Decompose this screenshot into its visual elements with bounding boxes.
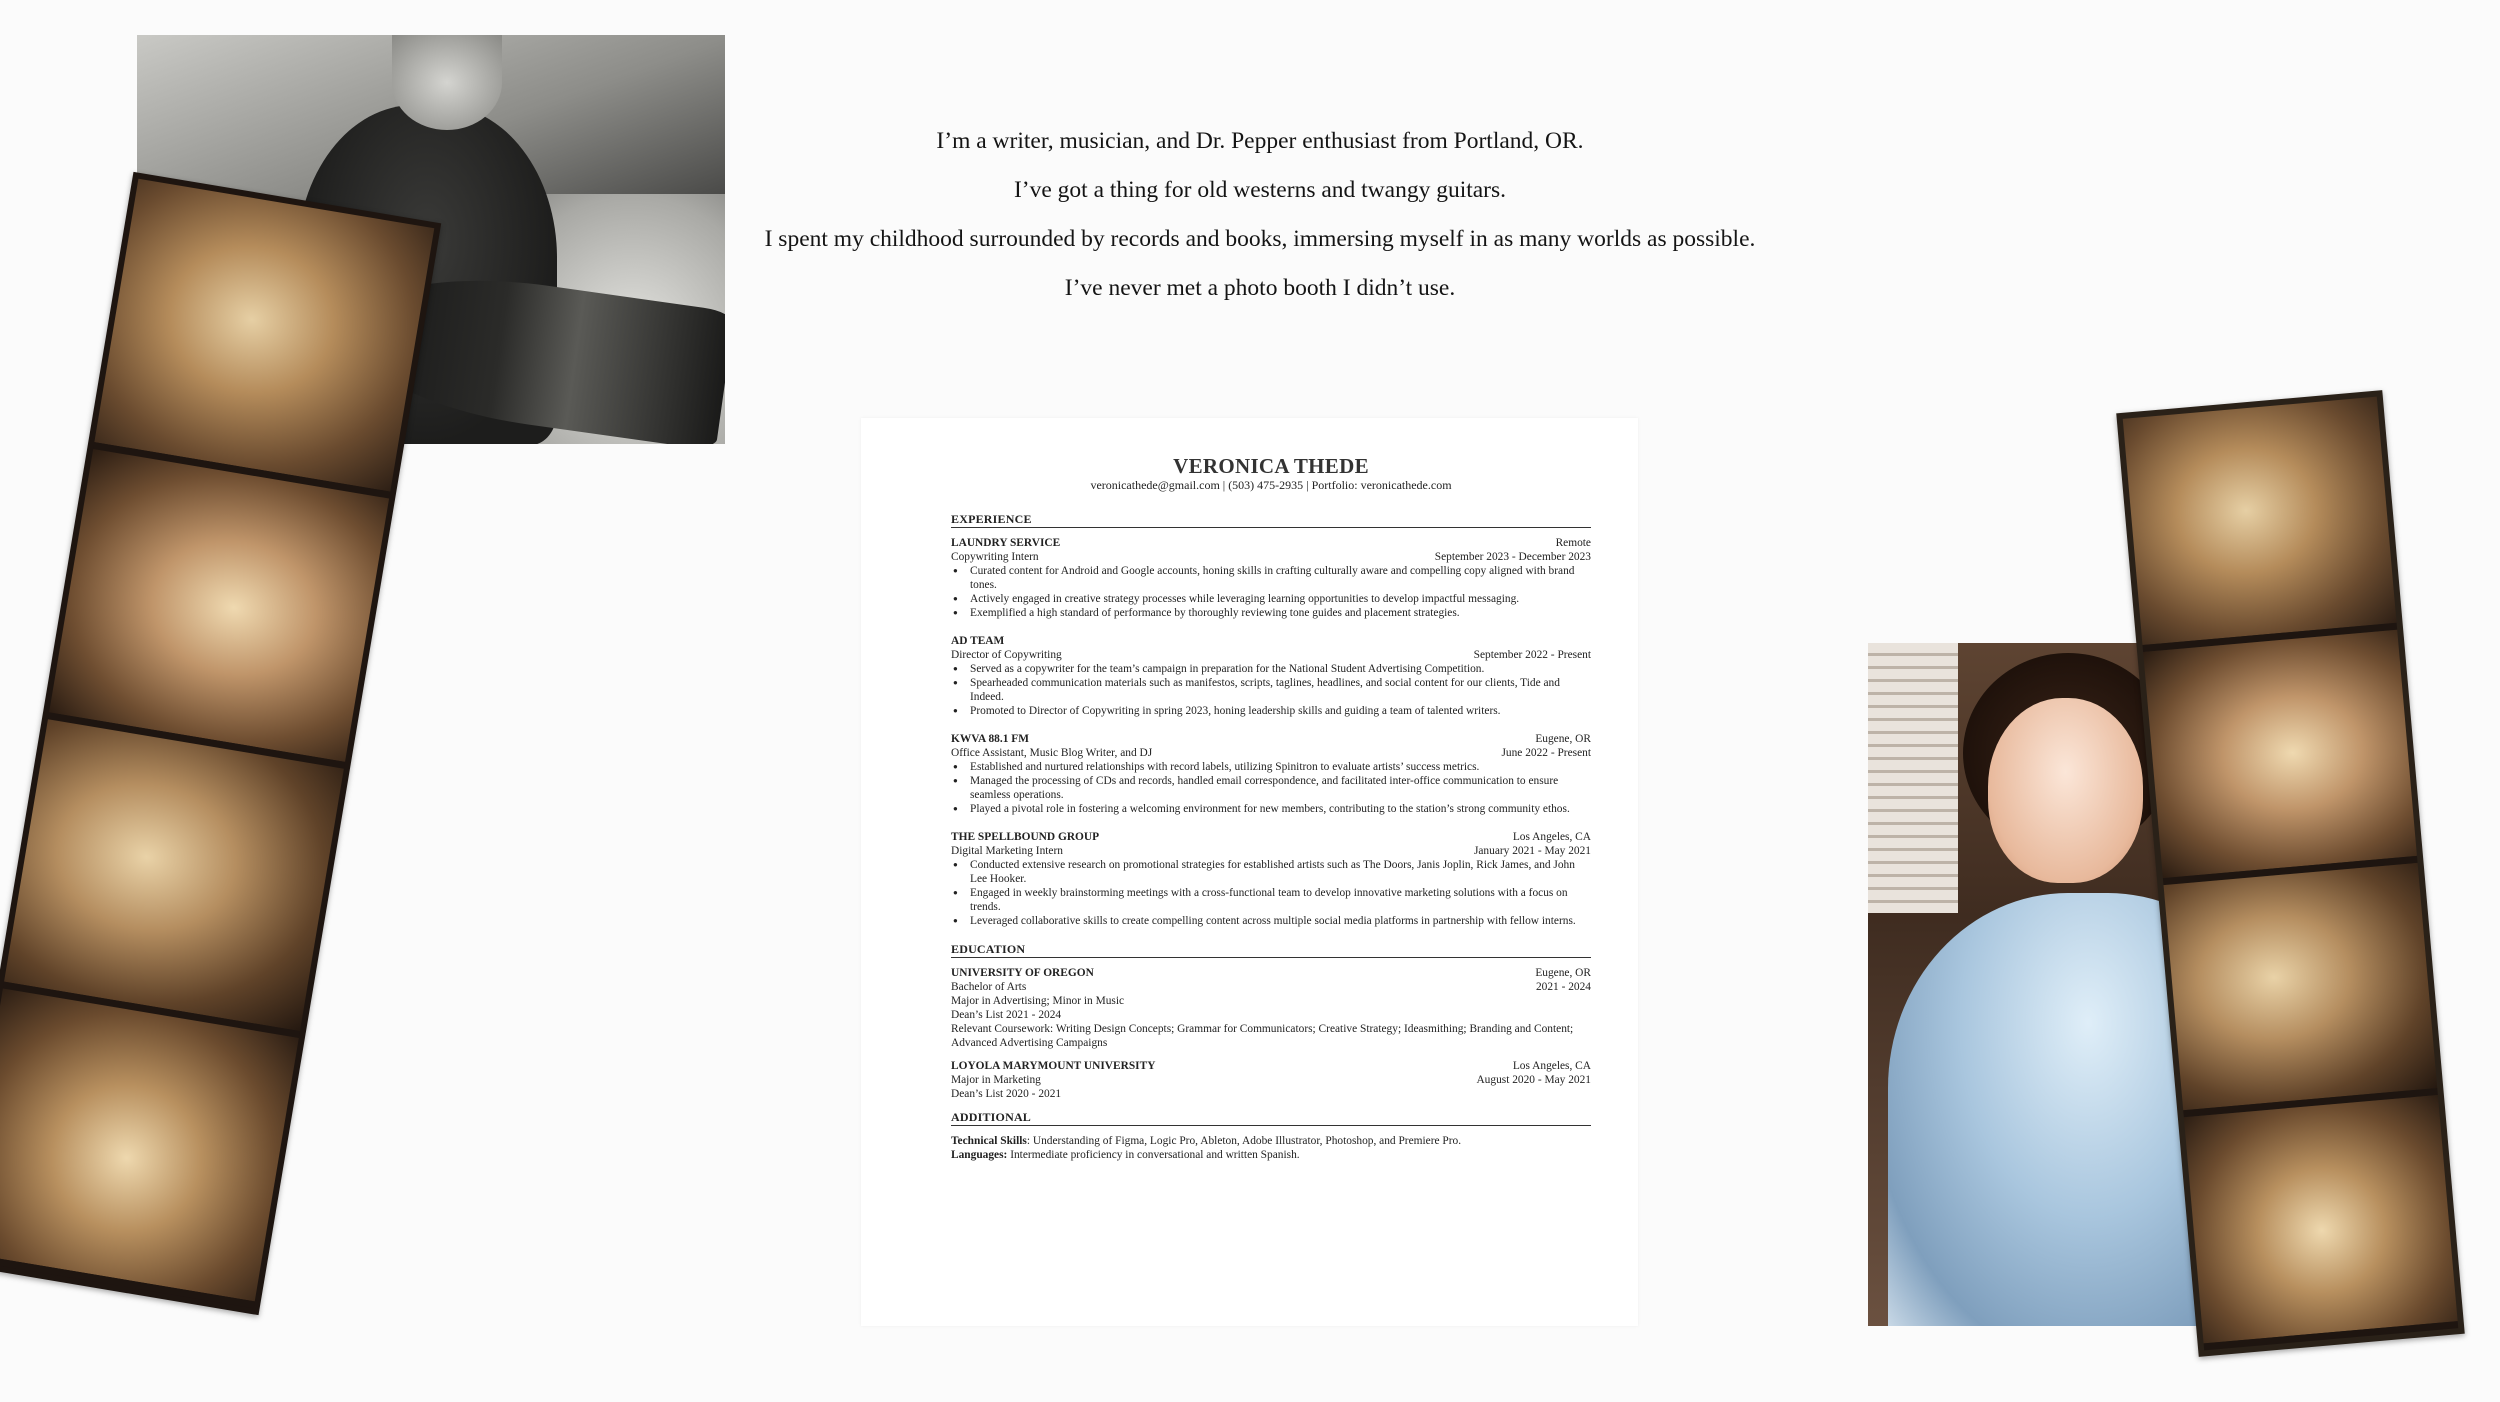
job-header: [951, 830, 1591, 844]
bullet-item: ● Promoted to Director of Copywriting in spring 2023, honing leadership skills and guiding a team of talented writers.: [951, 704, 1591, 718]
job-bullets: [951, 760, 1591, 816]
section-heading-additional: ADDITIONAL: [951, 1110, 1591, 1126]
job-location: Eugene, OR: [1535, 733, 1591, 745]
bullet-item: ● Curated content for Android and Google accounts, honing skills in crafting culturally aware and compelling copy aligned with brand tones.: [951, 564, 1591, 592]
bullet-item: ● Spearheaded communication materials such as manifestos, scripts, taglines, headlines, and social content for our clients, Tide and Indeed.: [951, 676, 1591, 704]
degree: Major in Marketing: [951, 1074, 1041, 1086]
education-entry: [951, 966, 1591, 1050]
education-dates: 2021 - 2024: [1535, 981, 1591, 993]
intro-line: I spent my childhood surrounded by records and books, immersing myself in as many worlds as possible.: [764, 226, 1756, 252]
languages-text: Intermediate proficiency in conversational and written Spanish.: [1007, 1149, 1300, 1161]
job-title: Digital Marketing Intern: [951, 845, 1063, 857]
intro-line: I’ve got a thing for old westerns and twangy guitars.: [1013, 177, 1507, 203]
experience-list: [951, 536, 1591, 928]
bullet-item: ● Played a pivotal role in fostering a welcoming environment for new members, contributing to the station’s strong community ethos.: [951, 802, 1591, 816]
bullet-item: ● Exemplified a high standard of performance by thoroughly reviewing tone guides and placement strategies.: [951, 606, 1591, 620]
job-dates: September 2023 - December 2023: [1434, 551, 1591, 563]
job-title: Director of Copywriting: [951, 649, 1062, 661]
skills-text: : Understanding of Figma, Logic Pro, Ableton, Adobe Illustrator, Photoshop, and Premiere Pro.: [1026, 1135, 1462, 1147]
job-subheader: [951, 844, 1591, 858]
intro-line: I’m a writer, musician, and Dr. Pepper enthusiast from Portland, OR.: [936, 128, 1584, 154]
bullet-item: ● Established and nurtured relationships with record labels, utilizing Spinitron to evaluate artists’ success metrics.: [951, 760, 1591, 774]
job-bullets: [951, 858, 1591, 928]
job-subheader: [951, 746, 1591, 760]
job-title: Copywriting Intern: [951, 551, 1039, 563]
bullet-item: ● Managed the processing of CDs and records, handled email correspondence, and facilitated inter-office communication to ensure seamless operations.: [951, 774, 1591, 802]
job-entry: [951, 536, 1591, 620]
job-entry: [951, 830, 1591, 928]
bullet-item: ● Engaged in weekly brainstorming meetings with a cross-functional team to develop innovative marketing solutions with a focus on trends.: [951, 886, 1591, 914]
photo-booth-strip-left: [0, 172, 441, 1315]
job-entry: [951, 732, 1591, 816]
education-subheader: [951, 1073, 1591, 1087]
job-bullets: [951, 564, 1591, 620]
job-entry: [951, 634, 1591, 718]
education-header: [951, 1059, 1591, 1073]
job-header: [951, 732, 1591, 746]
job-org: AD TEAM: [951, 635, 1005, 647]
education-list: [951, 966, 1591, 1101]
education-detail: Dean’s List 2021 - 2024: [951, 1009, 1062, 1021]
job-location: Los Angeles, CA: [1512, 831, 1591, 843]
intro-line: I’ve never met a photo booth I didn’t use.: [1064, 275, 1456, 301]
school-location: Los Angeles, CA: [1512, 1060, 1591, 1072]
job-org: THE SPELLBOUND GROUP: [951, 831, 1100, 843]
education-detail: Dean’s List 2020 - 2021: [951, 1088, 1062, 1100]
education-detail: Major in Advertising; Minor in Music: [951, 995, 1125, 1007]
job-bullets: [951, 662, 1591, 718]
languages-label: Languages:: [951, 1149, 1008, 1161]
job-title: Office Assistant, Music Blog Writer, and DJ: [951, 747, 1153, 759]
education-dates: August 2020 - May 2021: [1476, 1074, 1591, 1086]
resume-name: VERONICA THEDE: [1173, 454, 1369, 478]
job-subheader: [951, 648, 1591, 662]
education-subheader: [951, 980, 1591, 994]
job-org: LAUNDRY SERVICE: [951, 537, 1061, 549]
job-header: [951, 536, 1591, 550]
education-detail: Relevant Coursework: Writing Design Concepts; Grammar for Communicators; Creative Strategy; Ideasmithing; Branding and Content; Advanced Advertising Campaigns: [951, 1023, 1574, 1049]
job-org: KWVA 88.1 FM: [951, 733, 1029, 745]
languages: [951, 1148, 1591, 1162]
education-entry: [951, 1059, 1591, 1101]
bullet-item: ● Served as a copywriter for the team’s campaign in preparation for the National Student Advertising Competition.: [951, 662, 1591, 676]
resume-contact: veronicathede@gmail.com | (503) 475-2935 | Portfolio: veronicathede.com: [1090, 478, 1452, 492]
section-heading-education: EDUCATION: [951, 942, 1591, 958]
job-dates: September 2022 - Present: [1473, 649, 1591, 661]
school-name: LOYOLA MARYMOUNT UNIVERSITY: [951, 1060, 1156, 1072]
job-dates: January 2021 - May 2021: [1473, 845, 1591, 857]
section-heading-experience: EXPERIENCE: [951, 512, 1591, 528]
job-location: Remote: [1555, 537, 1591, 549]
additional-info: [951, 1134, 1591, 1162]
bullet-item: ● Leveraged collaborative skills to create compelling content across multiple social media platforms in partnership with fellow interns.: [951, 914, 1591, 928]
job-subheader: [951, 550, 1591, 564]
education-header: [951, 966, 1591, 980]
about-intro: [720, 128, 1800, 324]
school-location: Eugene, OR: [1535, 967, 1591, 979]
degree: Bachelor of Arts: [951, 981, 1027, 993]
bullet-item: ● Conducted extensive research on promotional strategies for established artists such as The Doors, Janis Joplin, Rick James, and John Lee Hooker.: [951, 858, 1591, 886]
resume-document: [861, 418, 1638, 1326]
job-header: [951, 634, 1591, 648]
bullet-item: ● Actively engaged in creative strategy processes while leveraging learning opportunities to develop impactful messaging.: [951, 592, 1591, 606]
technical-skills: [951, 1134, 1591, 1148]
job-dates: June 2022 - Present: [1501, 747, 1591, 759]
skills-label: Technical Skills: [951, 1135, 1027, 1147]
school-name: UNIVERSITY OF OREGON: [951, 967, 1094, 979]
